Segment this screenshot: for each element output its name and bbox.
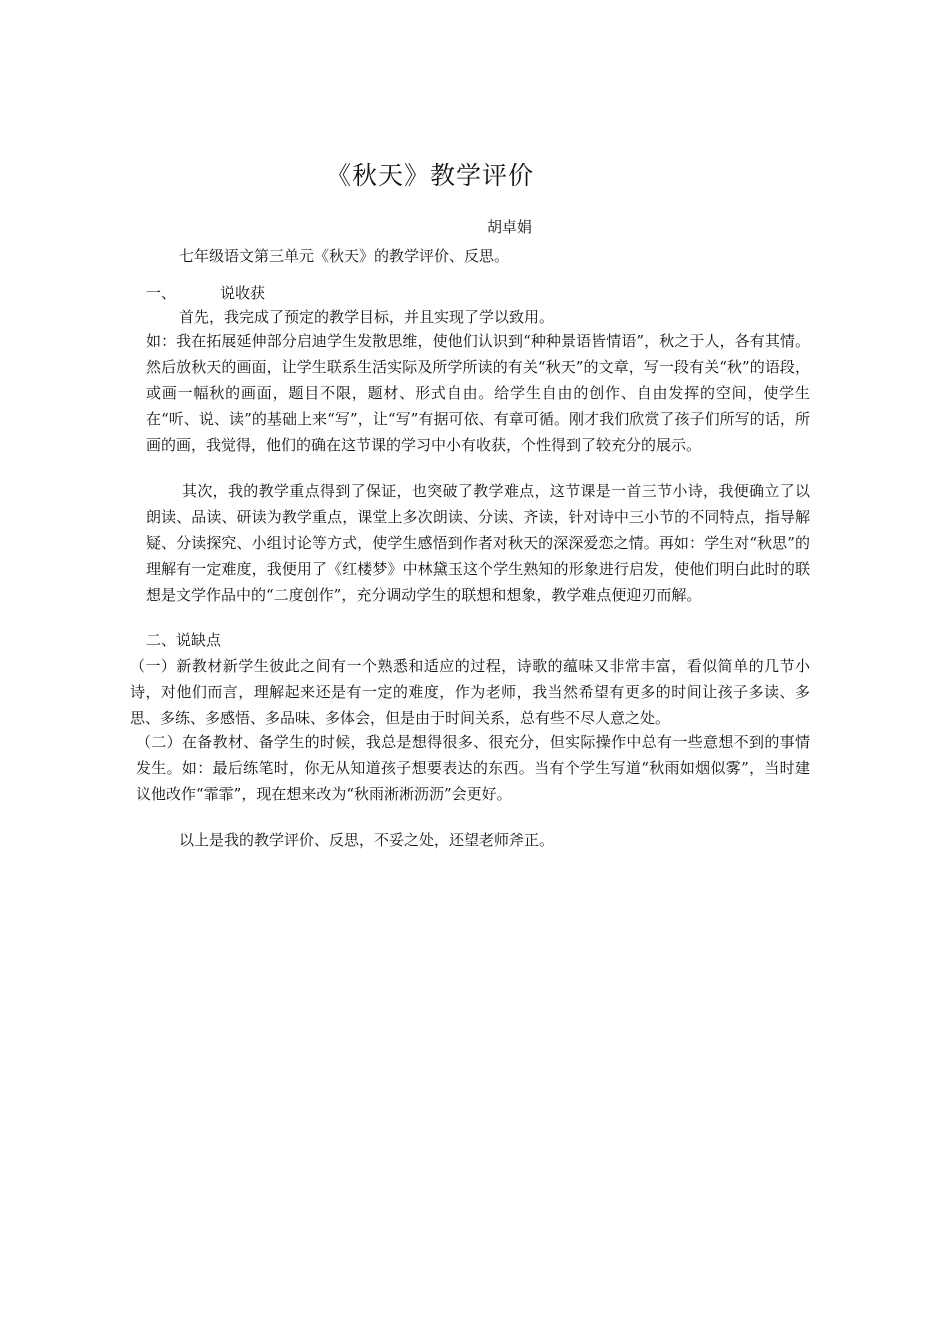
closing-line: 以上是我的教学评价、反思，不妥之处，还望老师斧正。 — [179, 831, 555, 849]
section1-para1-lead: 首先，我完成了预定的教学目标，并且实现了学以致用。 — [179, 308, 555, 326]
section1-para1-body: 如：我在拓展延伸部分启迪学生发散思维，使他们认识到“种种景语皆情语”，秋之于人，各有其情。然后放秋天的画面，让学生联系生活实际及所学所读的有关“秋天”的文章，写一段有关“秋”的语段，或画一幅秋的画面，题目不限，题材、形式自由。给学生自由的创作、自由发挥的空间，使学生在“听、说、读”的基础上来“写”，让“写”有据可依、有章可循。刚才我们欣赏了孩子们所写的话，所画的画，我觉得，他们的确在这节课的学习中小有收获，个性得到了较充分的展示。 — [146, 332, 810, 454]
section1-para2: 其次，我的教学重点得到了保证，也突破了教学难点，这节课是一首三节小诗，我便确立了以朗读、品读、研读为教学重点，课堂上多次朗读、分读、齐读，针对诗中三小节的不同特点，指导解疑、分读探究、小组讨论等方式，使学生感悟到作者对秋天的深深爱恋之情。再如：学生对“秋思”的理解有一定难度，我便用了《红楼梦》中林黛玉这个学生熟知的形象进行启发，使他们明白此时的联想是文学作品中的“二度创作”，充分调动学生的联想和想象，教学难点便迎刃而解。 — [146, 482, 810, 604]
section2-point1: （一）新教材新学生彼此之间有一个熟悉和适应的过程，诗歌的蕴味又非常丰富，看似简单的几节小诗，对他们而言，理解起来还是有一定的难度，作为老师，我当然希望有更多的时间让孩子多读、多思、多练、多感悟、多品味、多体会，但是由于时间关系，总有些不尽人意之处。 — [130, 657, 810, 727]
document-title: 《秋天》教学评价 — [325, 161, 534, 190]
intro-line: 七年级语文第三单元《秋天》的教学评价、反思。 — [179, 247, 510, 265]
section1-number: 一、 — [146, 284, 177, 302]
section1-title: 说收获 — [220, 284, 266, 302]
section2-point2: （二）在备教材、备学生的时候，我总是想得很多、很充分，但实际操作中总有一些意想不到的事情发生。如：最后练笔时，你无从知道孩子想要表达的东西。当有个学生写道“秋雨如烟似雾”，当时建议他改作“霏霏”，现在想来改为“秋雨淅淅沥沥”会更好。 — [136, 733, 810, 803]
section1-heading — [146, 281, 265, 306]
author-name: 胡卓娟 — [487, 218, 533, 236]
section2-heading: 二、说缺点 — [146, 631, 222, 649]
